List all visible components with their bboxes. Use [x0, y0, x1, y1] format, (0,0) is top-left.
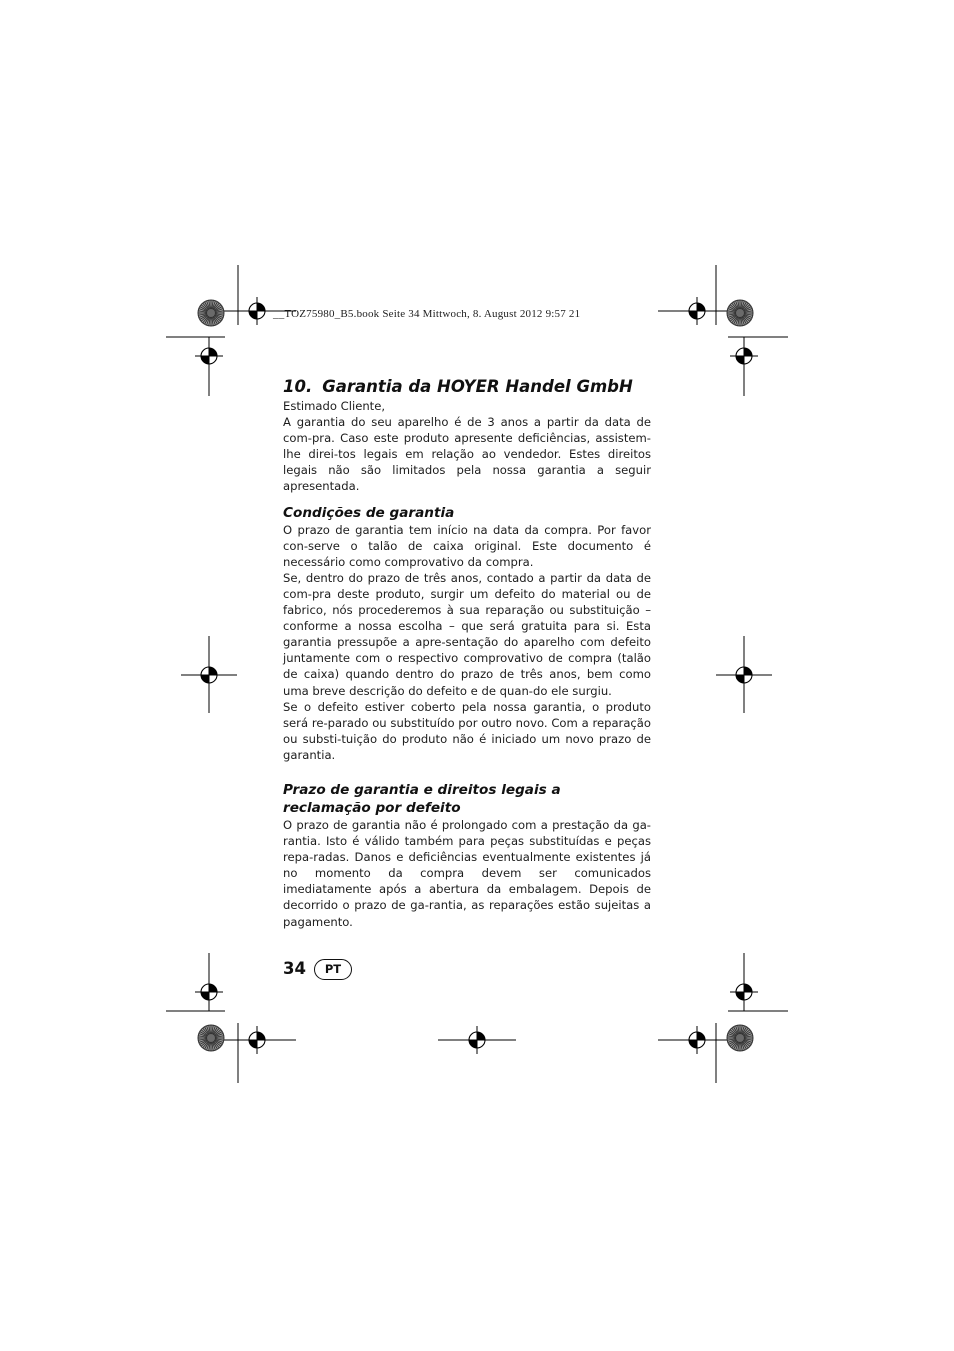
paragraph: O prazo de garantia tem início na data da compra. Por favor con-serve o talão de caixa original. Este documento é necessário como comprovativo da compra. [283, 522, 651, 569]
warranty-content [283, 376, 651, 930]
chapter-number: 10. [283, 377, 313, 396]
chapter-title-text: Garantia da HOYER Handel GmbH [322, 377, 633, 396]
paragraph: O prazo de garantia não é prolongado com a prestação da ga-rantia. Isto é válido também para peças substituídas e peças repa-radas. Danos e deficiências eventualmente existentes já no momento da compra devem ser comunicados imediatamente após a abertura da embalagem. Depois de decorrido o prazo de ga-rantia, as reparações estão sujeitas a pagamento. [283, 817, 651, 929]
page-footer [283, 958, 352, 980]
paragraph: Se o defeito estiver coberto pela nossa garantia, o produto será re-parado ou substituído por outro novo. Com a reparação ou substi-tuição do produto não é iniciado um novo prazo de garantia. [283, 699, 651, 762]
language-badge: PT [314, 959, 352, 980]
color-target-mark [727, 1025, 753, 1051]
intro-paragraph: A garantia do seu aparelho é de 3 anos a partir da data de com-pra. Caso este produto apresente deficiências, assistem-lhe direi-tos legais em relação ao vendedor. Estes direitos legais não são limitados pela nossa garantia a seguir apresentada. [283, 415, 651, 494]
section-warranty-period [283, 781, 651, 930]
color-target-mark [727, 300, 753, 326]
registration-mark [683, 297, 711, 325]
color-target-mark [198, 300, 224, 326]
page-number: 34 [283, 959, 306, 978]
registration-mark [683, 1026, 711, 1054]
registration-mark [243, 297, 271, 325]
chapter-title [283, 376, 651, 398]
color-target-mark [198, 1025, 224, 1051]
registration-mark [243, 1026, 271, 1054]
section-conditions [283, 504, 651, 763]
registration-mark [730, 661, 758, 689]
registration-mark [195, 342, 223, 370]
registration-mark [730, 342, 758, 370]
paragraph: Se, dentro do prazo de três anos, contado a partir da data de com-pra deste produto, surgir um defeito do material ou de fabrico, nós procederemos à sua reparação ou substituição – conforme a nossa escolha – que será gratuita para si. Esta garantia pressupõe a apre-sentação do aparelho com defeito juntamente com o respectivo comprovativo de compra (talão de caixa) quando dentro do prazo de três anos, bem como uma breve descrição do defeito e de quan-do ele surgiu. [283, 570, 651, 698]
registration-mark [195, 978, 223, 1006]
registration-mark [195, 661, 223, 689]
salutation: Estimado Cliente, [283, 399, 386, 413]
registration-mark [463, 1026, 491, 1054]
registration-mark [730, 978, 758, 1006]
section-heading-warranty-period: Prazo de garantia e direitos legais a reclamação por defeito [283, 781, 561, 816]
print-header: __TOZ75980_B5.book Seite 34 Mittwoch, 8. August 2012 9:57 21 [273, 308, 581, 320]
section-heading-conditions: Condições de garantia [283, 504, 455, 521]
